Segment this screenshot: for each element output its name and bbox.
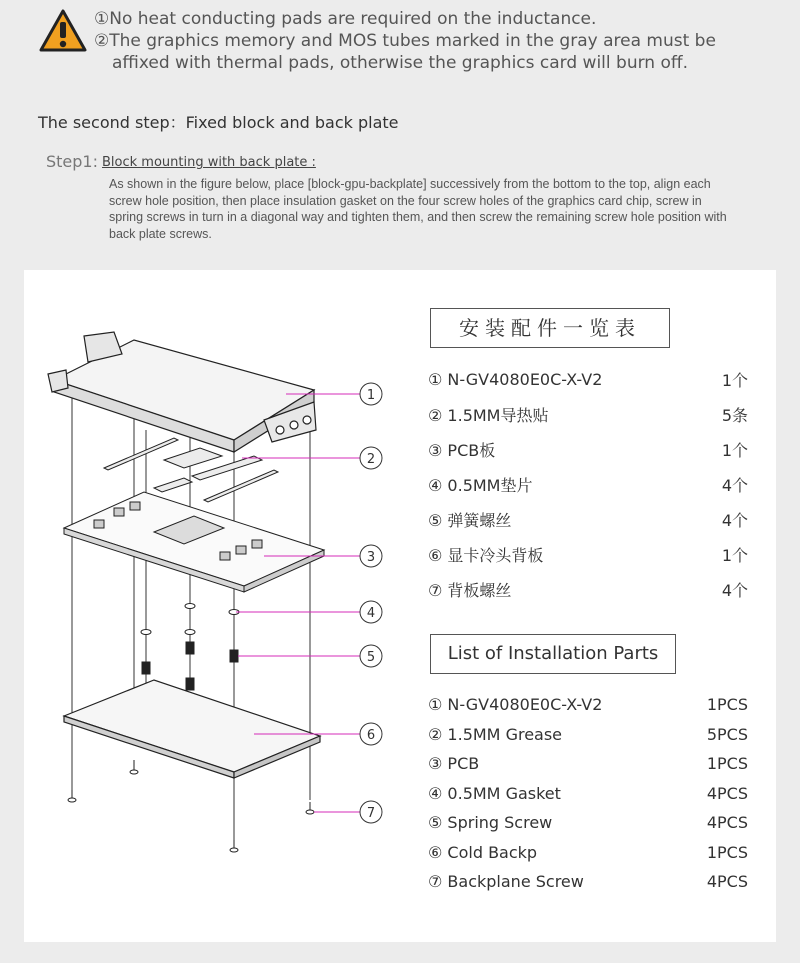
step2-heading: The second step：Fixed block and back plate (38, 113, 399, 132)
back-plate (64, 680, 320, 778)
svg-text:6: 6 (366, 728, 376, 743)
svg-text:7: 7 (366, 806, 376, 821)
list-item: ④ 0.5MM Gasket 4PCS (428, 783, 748, 803)
list-item: ⑤ Spring Screw 4PCS (428, 813, 748, 833)
warning-triangle-icon (38, 8, 88, 54)
svg-text:1: 1 (366, 388, 376, 403)
assembly-panel (24, 270, 776, 942)
warning-notice (38, 8, 716, 74)
exploded-assembly-diagram (24, 270, 424, 942)
pcb-board (64, 492, 324, 592)
warning-line-1: ①No heat conducting pads are required on the inductance. (94, 9, 597, 29)
list-item: ⑤ 弹簧螺丝 4个 (428, 511, 748, 530)
list-item: ③ PCB板 1个 (428, 441, 748, 460)
callout-1 (360, 383, 382, 405)
warning-line-3: affixed with thermal pads, otherwise the graphics card will burn off. (112, 53, 688, 73)
en-parts-list (428, 690, 748, 897)
callout-5 (360, 645, 382, 667)
callout-2 (360, 447, 382, 469)
svg-text:5: 5 (366, 650, 376, 665)
step1-label: Step1: (46, 152, 98, 171)
list-item: ⑦ 背板螺丝 4个 (428, 581, 748, 600)
svg-text:4: 4 (366, 606, 376, 621)
en-parts-title: List of Installation Parts (430, 634, 676, 674)
warning-line-2: ②The graphics memory and MOS tubes marked in the gray area must be (94, 31, 716, 51)
cn-parts-list (428, 362, 748, 607)
step1-header (46, 152, 316, 171)
svg-text:3: 3 (366, 550, 376, 565)
callout-4 (360, 601, 382, 623)
list-item: ④ 0.5MM垫片 4个 (428, 476, 748, 495)
callout-3 (360, 545, 382, 567)
callout-6 (360, 723, 382, 745)
callout-7 (360, 801, 382, 823)
list-item: ② 1.5MM导热贴 5条 (428, 406, 748, 425)
list-item: ① N-GV4080E0C-X-V2 1PCS (428, 695, 748, 715)
step1-title: Block mounting with back plate : (102, 155, 316, 170)
list-item: ① N-GV4080E0C-X-V2 1个 (428, 370, 748, 390)
step1-instructions: As shown in the figure below, place [block-gpu-backplate] successively from the bottom to the top, align each screw hole position, then place insulation gasket on the four screw holes of the graphics card chip, screw in spring screws in turn in a diagonal way and tighten them, and then screw the remaining screw hole position with back plate screws. (109, 177, 727, 241)
list-item: ⑥ 显卡冷头背板 1个 (428, 546, 748, 565)
thermal-pads (104, 438, 278, 502)
cn-parts-title: 安装配件一览表 (430, 308, 670, 348)
list-item: ② 1.5MM Grease 5PCS (428, 724, 748, 744)
water-block (48, 332, 316, 452)
backplate-screws (68, 760, 314, 852)
svg-text:2: 2 (366, 452, 376, 467)
list-item: ⑦ Backplane Screw 4PCS (428, 872, 748, 892)
list-item: ③ PCB 1PCS (428, 754, 748, 774)
list-item: ⑥ Cold Backp 1PCS (428, 842, 748, 862)
